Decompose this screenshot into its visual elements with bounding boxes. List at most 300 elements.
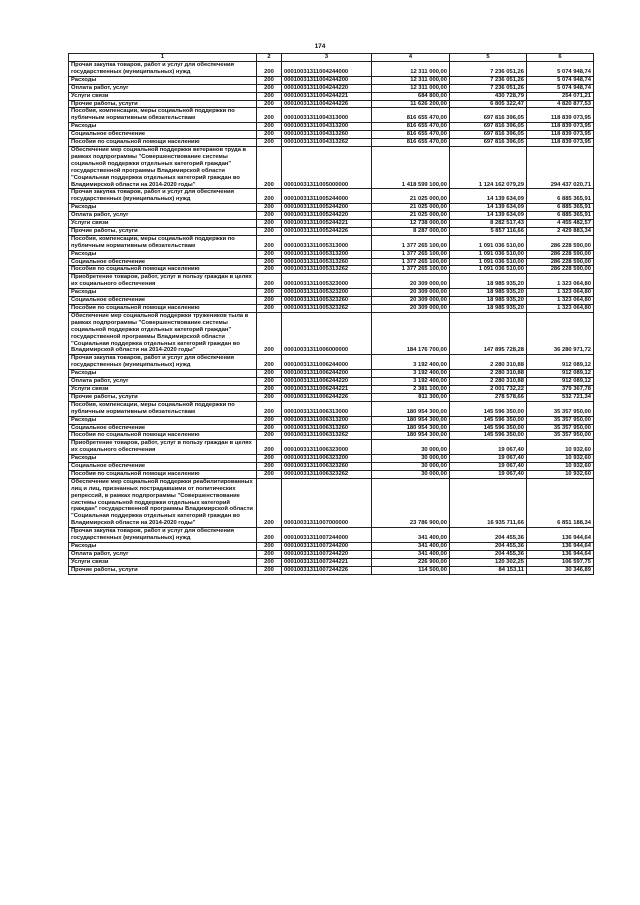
row-classification-code: 00010031311006313000: [282, 401, 372, 416]
row-classification-code: 00010031311004244221: [282, 92, 372, 100]
row-classification-code: 00010031311004244220: [282, 84, 372, 92]
row-executed-amount: 1 091 036 510,00: [450, 266, 527, 274]
row-classification-code: 00010031311005000000: [282, 146, 372, 188]
row-unexecuted-amount: 6 885 365,91: [527, 212, 594, 220]
row-executed-amount: 18 985 935,20: [450, 305, 527, 313]
row-classification-code: 00010031311004244226: [282, 100, 372, 108]
row-unexecuted-amount: 35 357 950,00: [527, 432, 594, 440]
row-classification-code: 00010031311005244200: [282, 204, 372, 212]
row-classification-code: 00010031311005244000: [282, 189, 372, 204]
row-classification-code: 00010031311004313262: [282, 139, 372, 147]
row-approved-amount: 114 500,00: [372, 566, 450, 574]
row-approved-amount: 3 192 400,00: [372, 355, 450, 370]
table-row: [69, 401, 594, 416]
row-unexecuted-amount: 1 323 064,80: [527, 274, 594, 289]
row-executed-amount: 14 139 634,09: [450, 189, 527, 204]
row-classification-code: 00010031311006244226: [282, 393, 372, 401]
row-description: Расходы: [69, 289, 257, 297]
row-unexecuted-amount: 294 437 020,71: [527, 146, 594, 188]
row-classification-code: 00010031311005313000: [282, 235, 372, 250]
row-description: Обеспечение мер социальной поддержки реабилитированных лиц и лиц, признанных пострадавшими от политических репрессий, в рамках подпрограммы "Совершенствование системы социальной поддержки отдельных категорий граждан" государственной программы Владимирской области "Социальная поддержка отдельных категорий граждан во Владимирской области на 2014-2020 годы": [69, 478, 257, 527]
row-description: Пособия, компенсации, меры социальной поддержки по публичным нормативным обязательствам: [69, 401, 257, 416]
row-executed-amount: 697 816 396,05: [450, 108, 527, 123]
table-row: [69, 100, 594, 108]
row-classification-code: 00010031311005244220: [282, 212, 372, 220]
row-approved-amount: 20 309 000,00: [372, 289, 450, 297]
row-code: 200: [257, 355, 282, 370]
row-approved-amount: 23 786 900,00: [372, 478, 450, 527]
row-executed-amount: 7 236 051,26: [450, 62, 527, 77]
row-classification-code: 00010031311005244226: [282, 227, 372, 235]
row-unexecuted-amount: 286 228 590,00: [527, 258, 594, 266]
row-description: Приобретение товаров, работ, услуг в пользу граждан в целях их социального обеспечения: [69, 440, 257, 455]
row-code: 200: [257, 424, 282, 432]
row-executed-amount: 19 067,40: [450, 440, 527, 455]
table-row: [69, 146, 594, 188]
row-approved-amount: 21 025 000,00: [372, 204, 450, 212]
row-approved-amount: 341 400,00: [372, 550, 450, 558]
row-classification-code: 00010031311004244200: [282, 76, 372, 84]
row-approved-amount: 180 954 300,00: [372, 432, 450, 440]
row-classification-code: 00010031311004313000: [282, 108, 372, 123]
table-row: [69, 312, 594, 354]
row-code: 200: [257, 146, 282, 188]
table-row: [69, 432, 594, 440]
row-code: 200: [257, 385, 282, 393]
row-approved-amount: 1 377 265 100,00: [372, 266, 450, 274]
row-executed-amount: 2 280 310,88: [450, 355, 527, 370]
row-unexecuted-amount: 4 455 482,57: [527, 220, 594, 228]
row-description: Прочие работы, услуги: [69, 393, 257, 401]
row-approved-amount: 1 377 265 100,00: [372, 258, 450, 266]
row-approved-amount: 684 800,00: [372, 92, 450, 100]
table-row: [69, 204, 594, 212]
row-unexecuted-amount: 5 074 948,74: [527, 84, 594, 92]
row-approved-amount: 12 738 000,00: [372, 220, 450, 228]
row-unexecuted-amount: 2 429 883,34: [527, 227, 594, 235]
row-executed-amount: 2 001 732,22: [450, 385, 527, 393]
row-approved-amount: 811 300,00: [372, 393, 450, 401]
row-executed-amount: 19 067,40: [450, 455, 527, 463]
row-classification-code: 00010031311006313260: [282, 424, 372, 432]
row-executed-amount: 18 985 935,20: [450, 297, 527, 305]
row-executed-amount: 18 985 935,20: [450, 274, 527, 289]
row-code: 200: [257, 235, 282, 250]
row-code: 200: [257, 189, 282, 204]
row-executed-amount: 204 455,36: [450, 543, 527, 551]
row-unexecuted-amount: 6 885 365,91: [527, 204, 594, 212]
row-executed-amount: 430 728,79: [450, 92, 527, 100]
row-code: 200: [257, 528, 282, 543]
row-approved-amount: 3 192 400,00: [372, 370, 450, 378]
row-classification-code: 00010031311006000000: [282, 312, 372, 354]
row-code: 200: [257, 558, 282, 566]
row-code: 200: [257, 227, 282, 235]
header-cell-4: 4: [372, 54, 450, 62]
table-row: [69, 235, 594, 250]
row-approved-amount: 11 626 200,00: [372, 100, 450, 108]
row-approved-amount: 21 025 000,00: [372, 189, 450, 204]
row-description: Пособия по социальной помощи населению: [69, 432, 257, 440]
row-code: 200: [257, 123, 282, 131]
row-code: 200: [257, 370, 282, 378]
row-approved-amount: 30 000,00: [372, 440, 450, 455]
table-row: [69, 424, 594, 432]
table-row: [69, 131, 594, 139]
row-approved-amount: 341 400,00: [372, 543, 450, 551]
table-row: [69, 76, 594, 84]
row-description: Приобретение товаров, работ, услуг в пользу граждан в целях их социального обеспечения: [69, 274, 257, 289]
row-description: Прочая закупка товаров, работ и услуг для обеспечения государственных (муниципальных) нужд: [69, 62, 257, 77]
row-classification-code: 00010031311005313200: [282, 250, 372, 258]
row-unexecuted-amount: 136 944,64: [527, 550, 594, 558]
header-cell-2: 2: [257, 54, 282, 62]
table-row: [69, 543, 594, 551]
row-approved-amount: 30 000,00: [372, 463, 450, 471]
row-unexecuted-amount: 912 089,12: [527, 370, 594, 378]
row-executed-amount: 14 139 634,09: [450, 204, 527, 212]
row-approved-amount: 1 418 599 100,00: [372, 146, 450, 188]
row-code: 200: [257, 393, 282, 401]
row-code: 200: [257, 92, 282, 100]
row-unexecuted-amount: 1 323 064,80: [527, 297, 594, 305]
header-row: [69, 54, 594, 62]
row-code: 200: [257, 212, 282, 220]
row-description: Расходы: [69, 76, 257, 84]
row-classification-code: 00010031311005323200: [282, 289, 372, 297]
row-description: Расходы: [69, 250, 257, 258]
row-executed-amount: 1 091 036 510,00: [450, 258, 527, 266]
row-approved-amount: 20 309 000,00: [372, 305, 450, 313]
table-row: [69, 92, 594, 100]
row-executed-amount: 120 302,25: [450, 558, 527, 566]
table-row: [69, 478, 594, 527]
table-row: [69, 305, 594, 313]
page-number: 174: [314, 43, 326, 50]
row-unexecuted-amount: 912 089,12: [527, 355, 594, 370]
table-row: [69, 123, 594, 131]
row-classification-code: 00010031311006244000: [282, 355, 372, 370]
row-unexecuted-amount: 118 839 073,95: [527, 108, 594, 123]
row-executed-amount: 5 857 116,66: [450, 227, 527, 235]
row-description: Социальное обеспечение: [69, 424, 257, 432]
row-description: Расходы: [69, 370, 257, 378]
row-executed-amount: 2 280 310,88: [450, 370, 527, 378]
header-cell-1: 1: [69, 54, 257, 62]
table-row: [69, 470, 594, 478]
row-executed-amount: 697 816 396,05: [450, 123, 527, 131]
row-executed-amount: 1 091 036 510,00: [450, 235, 527, 250]
row-approved-amount: 180 954 300,00: [372, 416, 450, 424]
row-executed-amount: 1 091 036 510,00: [450, 250, 527, 258]
row-classification-code: 00010031311006323262: [282, 470, 372, 478]
row-approved-amount: 8 287 000,00: [372, 227, 450, 235]
row-description: Прочая закупка товаров, работ и услуг для обеспечения государственных (муниципальных) нужд: [69, 355, 257, 370]
row-code: 200: [257, 543, 282, 551]
row-code: 200: [257, 108, 282, 123]
budget-table: [68, 53, 594, 575]
table-row: [69, 370, 594, 378]
row-unexecuted-amount: 6 851 188,34: [527, 478, 594, 527]
table-row: [69, 416, 594, 424]
row-code: 200: [257, 312, 282, 354]
header-cell-6: 6: [527, 54, 594, 62]
row-approved-amount: 12 311 000,00: [372, 62, 450, 77]
row-approved-amount: 816 655 470,00: [372, 131, 450, 139]
table-row: [69, 139, 594, 147]
row-classification-code: 00010031311006323260: [282, 463, 372, 471]
table-row: [69, 440, 594, 455]
row-code: 200: [257, 455, 282, 463]
row-unexecuted-amount: 5 074 948,74: [527, 76, 594, 84]
row-code: 200: [257, 76, 282, 84]
row-unexecuted-amount: 6 885 365,91: [527, 189, 594, 204]
table-row: [69, 227, 594, 235]
table-row: [69, 455, 594, 463]
row-description: Прочие работы, услуги: [69, 566, 257, 574]
row-code: 200: [257, 305, 282, 313]
row-classification-code: 00010031311004313260: [282, 131, 372, 139]
row-code: 200: [257, 220, 282, 228]
row-unexecuted-amount: 118 839 073,95: [527, 139, 594, 147]
row-code: 200: [257, 139, 282, 147]
table-row: [69, 266, 594, 274]
row-executed-amount: 145 596 350,00: [450, 416, 527, 424]
row-unexecuted-amount: 118 839 073,95: [527, 131, 594, 139]
row-description: Социальное обеспечение: [69, 463, 257, 471]
row-classification-code: 00010031311007244000: [282, 528, 372, 543]
row-code: 200: [257, 258, 282, 266]
row-approved-amount: 180 954 300,00: [372, 424, 450, 432]
row-code: 200: [257, 440, 282, 455]
row-description: Пособия по социальной помощи населению: [69, 139, 257, 147]
row-description: Пособия по социальной помощи населению: [69, 470, 257, 478]
row-executed-amount: 6 805 322,47: [450, 100, 527, 108]
row-executed-amount: 2 280 310,88: [450, 378, 527, 386]
row-unexecuted-amount: 136 944,64: [527, 543, 594, 551]
row-classification-code: 00010031311006313262: [282, 432, 372, 440]
row-approved-amount: 20 309 000,00: [372, 274, 450, 289]
row-classification-code: 00010031311006323200: [282, 455, 372, 463]
table-row: [69, 297, 594, 305]
row-description: Услуги связи: [69, 220, 257, 228]
row-description: Оплата работ, услуг: [69, 212, 257, 220]
row-executed-amount: 16 935 711,66: [450, 478, 527, 527]
row-unexecuted-amount: 10 932,60: [527, 455, 594, 463]
header-cell-3: 3: [282, 54, 372, 62]
row-code: 200: [257, 432, 282, 440]
row-code: 200: [257, 250, 282, 258]
table-row: [69, 566, 594, 574]
row-approved-amount: 30 000,00: [372, 470, 450, 478]
row-unexecuted-amount: 532 721,34: [527, 393, 594, 401]
row-approved-amount: 30 000,00: [372, 455, 450, 463]
row-unexecuted-amount: 35 357 950,00: [527, 401, 594, 416]
row-code: 200: [257, 100, 282, 108]
row-description: Расходы: [69, 543, 257, 551]
table-row: [69, 528, 594, 543]
row-approved-amount: 816 655 470,00: [372, 139, 450, 147]
row-classification-code: 00010031311005244221: [282, 220, 372, 228]
row-unexecuted-amount: 10 932,60: [527, 463, 594, 471]
row-classification-code: 00010031311007244220: [282, 550, 372, 558]
row-code: 200: [257, 297, 282, 305]
header-cell-5: 5: [450, 54, 527, 62]
table-row: [69, 84, 594, 92]
table-row: [69, 378, 594, 386]
row-executed-amount: 147 895 728,28: [450, 312, 527, 354]
row-unexecuted-amount: 106 597,75: [527, 558, 594, 566]
table-row: [69, 385, 594, 393]
row-executed-amount: 14 139 634,09: [450, 212, 527, 220]
row-description: Пособия, компенсации, меры социальной поддержки по публичным нормативным обязательствам: [69, 108, 257, 123]
row-description: Расходы: [69, 455, 257, 463]
row-code: 200: [257, 84, 282, 92]
row-classification-code: 00010031311004313200: [282, 123, 372, 131]
row-unexecuted-amount: 912 089,12: [527, 378, 594, 386]
row-code: 200: [257, 470, 282, 478]
row-unexecuted-amount: 379 367,78: [527, 385, 594, 393]
row-description: Социальное обеспечение: [69, 297, 257, 305]
row-executed-amount: 204 455,36: [450, 550, 527, 558]
table-row: [69, 108, 594, 123]
row-executed-amount: 145 596 350,00: [450, 401, 527, 416]
table-row: [69, 558, 594, 566]
row-unexecuted-amount: 36 280 971,72: [527, 312, 594, 354]
table-row: [69, 62, 594, 77]
row-unexecuted-amount: 1 323 064,80: [527, 289, 594, 297]
row-code: 200: [257, 274, 282, 289]
row-description: Расходы: [69, 123, 257, 131]
row-approved-amount: 180 954 300,00: [372, 401, 450, 416]
row-executed-amount: 7 236 051,26: [450, 76, 527, 84]
row-unexecuted-amount: 1 323 064,80: [527, 305, 594, 313]
row-unexecuted-amount: 254 071,21: [527, 92, 594, 100]
row-code: 200: [257, 378, 282, 386]
row-approved-amount: 12 311 000,00: [372, 76, 450, 84]
row-unexecuted-amount: 30 346,89: [527, 566, 594, 574]
row-code: 200: [257, 62, 282, 77]
row-executed-amount: 145 596 350,00: [450, 424, 527, 432]
row-executed-amount: 19 067,40: [450, 463, 527, 471]
row-unexecuted-amount: 10 932,60: [527, 440, 594, 455]
table-row: [69, 220, 594, 228]
row-approved-amount: 816 655 470,00: [372, 123, 450, 131]
row-approved-amount: 2 381 100,00: [372, 385, 450, 393]
row-unexecuted-amount: 35 357 950,00: [527, 424, 594, 432]
table-row: [69, 250, 594, 258]
row-description: Прочие работы, услуги: [69, 227, 257, 235]
row-description: Социальное обеспечение: [69, 131, 257, 139]
row-description: Расходы: [69, 416, 257, 424]
row-unexecuted-amount: 4 820 877,53: [527, 100, 594, 108]
row-description: Расходы: [69, 204, 257, 212]
row-executed-amount: 8 282 517,43: [450, 220, 527, 228]
row-code: 200: [257, 266, 282, 274]
row-classification-code: 00010031311005313260: [282, 258, 372, 266]
row-code: 200: [257, 131, 282, 139]
row-unexecuted-amount: 10 932,60: [527, 470, 594, 478]
row-unexecuted-amount: 35 357 950,00: [527, 416, 594, 424]
row-approved-amount: 3 192 400,00: [372, 378, 450, 386]
table-row: [69, 258, 594, 266]
row-code: 200: [257, 204, 282, 212]
row-executed-amount: 1 124 162 079,29: [450, 146, 527, 188]
row-code: 200: [257, 478, 282, 527]
row-executed-amount: 18 985 935,20: [450, 289, 527, 297]
row-unexecuted-amount: 286 228 590,00: [527, 235, 594, 250]
row-classification-code: 00010031311006323000: [282, 440, 372, 455]
row-classification-code: 00010031311007244221: [282, 558, 372, 566]
row-executed-amount: 278 578,66: [450, 393, 527, 401]
row-unexecuted-amount: 118 839 073,95: [527, 123, 594, 131]
row-approved-amount: 341 400,00: [372, 528, 450, 543]
row-description: Прочие работы, услуги: [69, 100, 257, 108]
row-classification-code: 00010031311005313262: [282, 266, 372, 274]
row-code: 200: [257, 289, 282, 297]
row-unexecuted-amount: 286 228 590,00: [527, 250, 594, 258]
row-approved-amount: 1 377 265 100,00: [372, 250, 450, 258]
row-classification-code: 00010031311007000000: [282, 478, 372, 527]
row-classification-code: 00010031311005323260: [282, 297, 372, 305]
row-code: 200: [257, 463, 282, 471]
row-code: 200: [257, 416, 282, 424]
row-description: Услуги связи: [69, 558, 257, 566]
row-approved-amount: 816 655 470,00: [372, 108, 450, 123]
row-description: Пособия, компенсации, меры социальной поддержки по публичным нормативным обязательствам: [69, 235, 257, 250]
table-row: [69, 550, 594, 558]
row-description: Оплата работ, услуг: [69, 550, 257, 558]
row-approved-amount: 21 025 000,00: [372, 212, 450, 220]
row-classification-code: 00010031311007244226: [282, 566, 372, 574]
row-classification-code: 00010031311005323262: [282, 305, 372, 313]
row-classification-code: 00010031311005323000: [282, 274, 372, 289]
row-code: 200: [257, 401, 282, 416]
row-description: Пособия по социальной помощи населению: [69, 305, 257, 313]
row-executed-amount: 84 153,11: [450, 566, 527, 574]
table-row: [69, 212, 594, 220]
row-unexecuted-amount: 286 228 590,00: [527, 266, 594, 274]
row-description: Оплата работ, услуг: [69, 378, 257, 386]
row-approved-amount: 1 377 265 100,00: [372, 235, 450, 250]
row-classification-code: 00010031311007244200: [282, 543, 372, 551]
table-row: [69, 274, 594, 289]
row-classification-code: 00010031311006244200: [282, 370, 372, 378]
row-description: Прочая закупка товаров, работ и услуг для обеспечения государственных (муниципальных) нужд: [69, 528, 257, 543]
row-description: Услуги связи: [69, 92, 257, 100]
row-executed-amount: 19 067,40: [450, 470, 527, 478]
row-description: Социальное обеспечение: [69, 258, 257, 266]
row-description: Оплата работ, услуг: [69, 84, 257, 92]
table-row: [69, 463, 594, 471]
row-description: Обеспечение мер социальной поддержки ветеранов труда в рамках подпрограммы "Совершенствование системы социальной поддержки отдельных категорий граждан" государственной программы Владимирской области "Социальная поддержка отдельных категорий граждан во Владимирской области на 2014-2020 годы": [69, 146, 257, 188]
row-unexecuted-amount: 5 074 948,74: [527, 62, 594, 77]
row-description: Пособия по социальной помощи населению: [69, 266, 257, 274]
row-unexecuted-amount: 136 944,64: [527, 528, 594, 543]
row-classification-code: 00010031311006244221: [282, 385, 372, 393]
table-row: [69, 393, 594, 401]
row-description: Услуги связи: [69, 385, 257, 393]
table-row: [69, 355, 594, 370]
row-description: Обеспечение мер социальной поддержки тружеников тыла в рамках подпрограммы "Совершенствование системы социальной поддержки отдельных категорий граждан" государственной программы Владимирской области "Социальная поддержка отдельных категорий граждан во Владимирской области на 2014-2020 годы": [69, 312, 257, 354]
row-classification-code: 00010031311006313200: [282, 416, 372, 424]
table-row: [69, 189, 594, 204]
table-body: [69, 54, 594, 575]
row-code: 200: [257, 566, 282, 574]
row-approved-amount: 226 900,00: [372, 558, 450, 566]
row-classification-code: 00010031311004244000: [282, 62, 372, 77]
row-executed-amount: 7 236 051,26: [450, 84, 527, 92]
